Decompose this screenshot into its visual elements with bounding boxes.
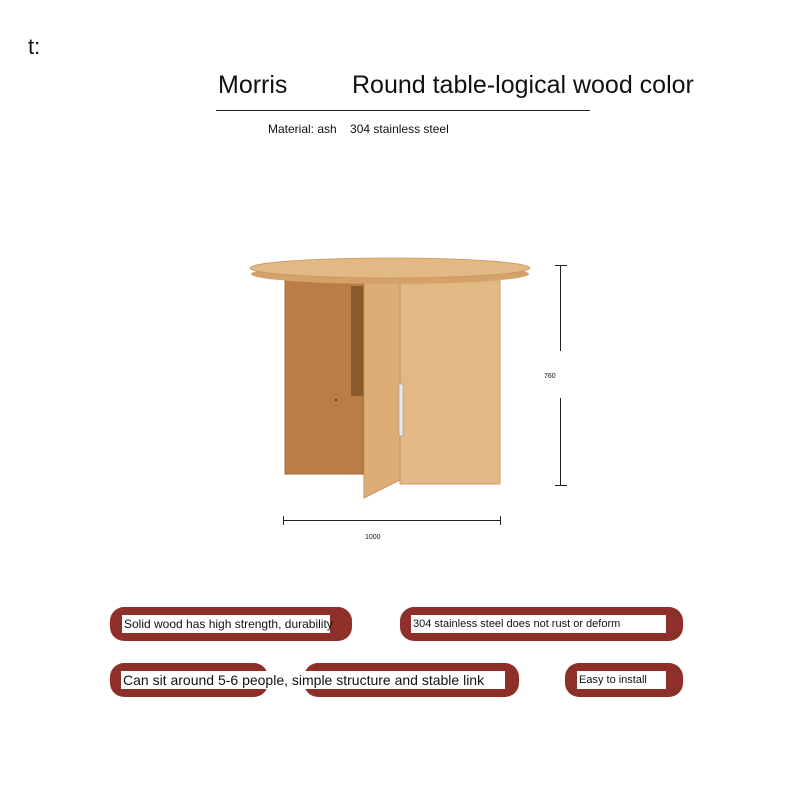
- table-front-panel: [364, 282, 400, 498]
- height-dimension-bottom-tick: [555, 485, 567, 486]
- material-line: [268, 122, 449, 137]
- height-dimension-value: 760: [544, 373, 556, 380]
- title-divider: [216, 110, 590, 111]
- corner-label: t:: [28, 34, 41, 59]
- round-table-image: [240, 250, 540, 510]
- width-dimension-value: 1000: [365, 534, 381, 541]
- height-dimension-line: [560, 265, 561, 351]
- feature-label-install: Easy to install: [577, 671, 666, 689]
- brand-name: Morris: [218, 71, 288, 99]
- feature-label-solid-wood: Solid wood has high strength, durability: [124, 617, 333, 631]
- width-dimension-line: [283, 520, 501, 521]
- material-label: Material: ash: [268, 122, 337, 136]
- table-slot-shadow: [351, 286, 365, 396]
- feature-label-stainless-steel: 304 stainless steel does not rust or deform: [411, 615, 666, 633]
- steel-connector: [399, 384, 403, 436]
- table-back-right-panel: [400, 280, 500, 484]
- height-dimension-line-lower: [560, 398, 561, 486]
- width-dimension-right-tick: [500, 516, 501, 525]
- feature-label-seating: Can sit around 5-6 people, simple structure and stable link: [121, 671, 505, 689]
- product-title: Round table-logical wood color: [352, 71, 694, 99]
- height-dimension-top-tick: [555, 265, 567, 266]
- material-detail: 304 stainless steel: [350, 122, 449, 136]
